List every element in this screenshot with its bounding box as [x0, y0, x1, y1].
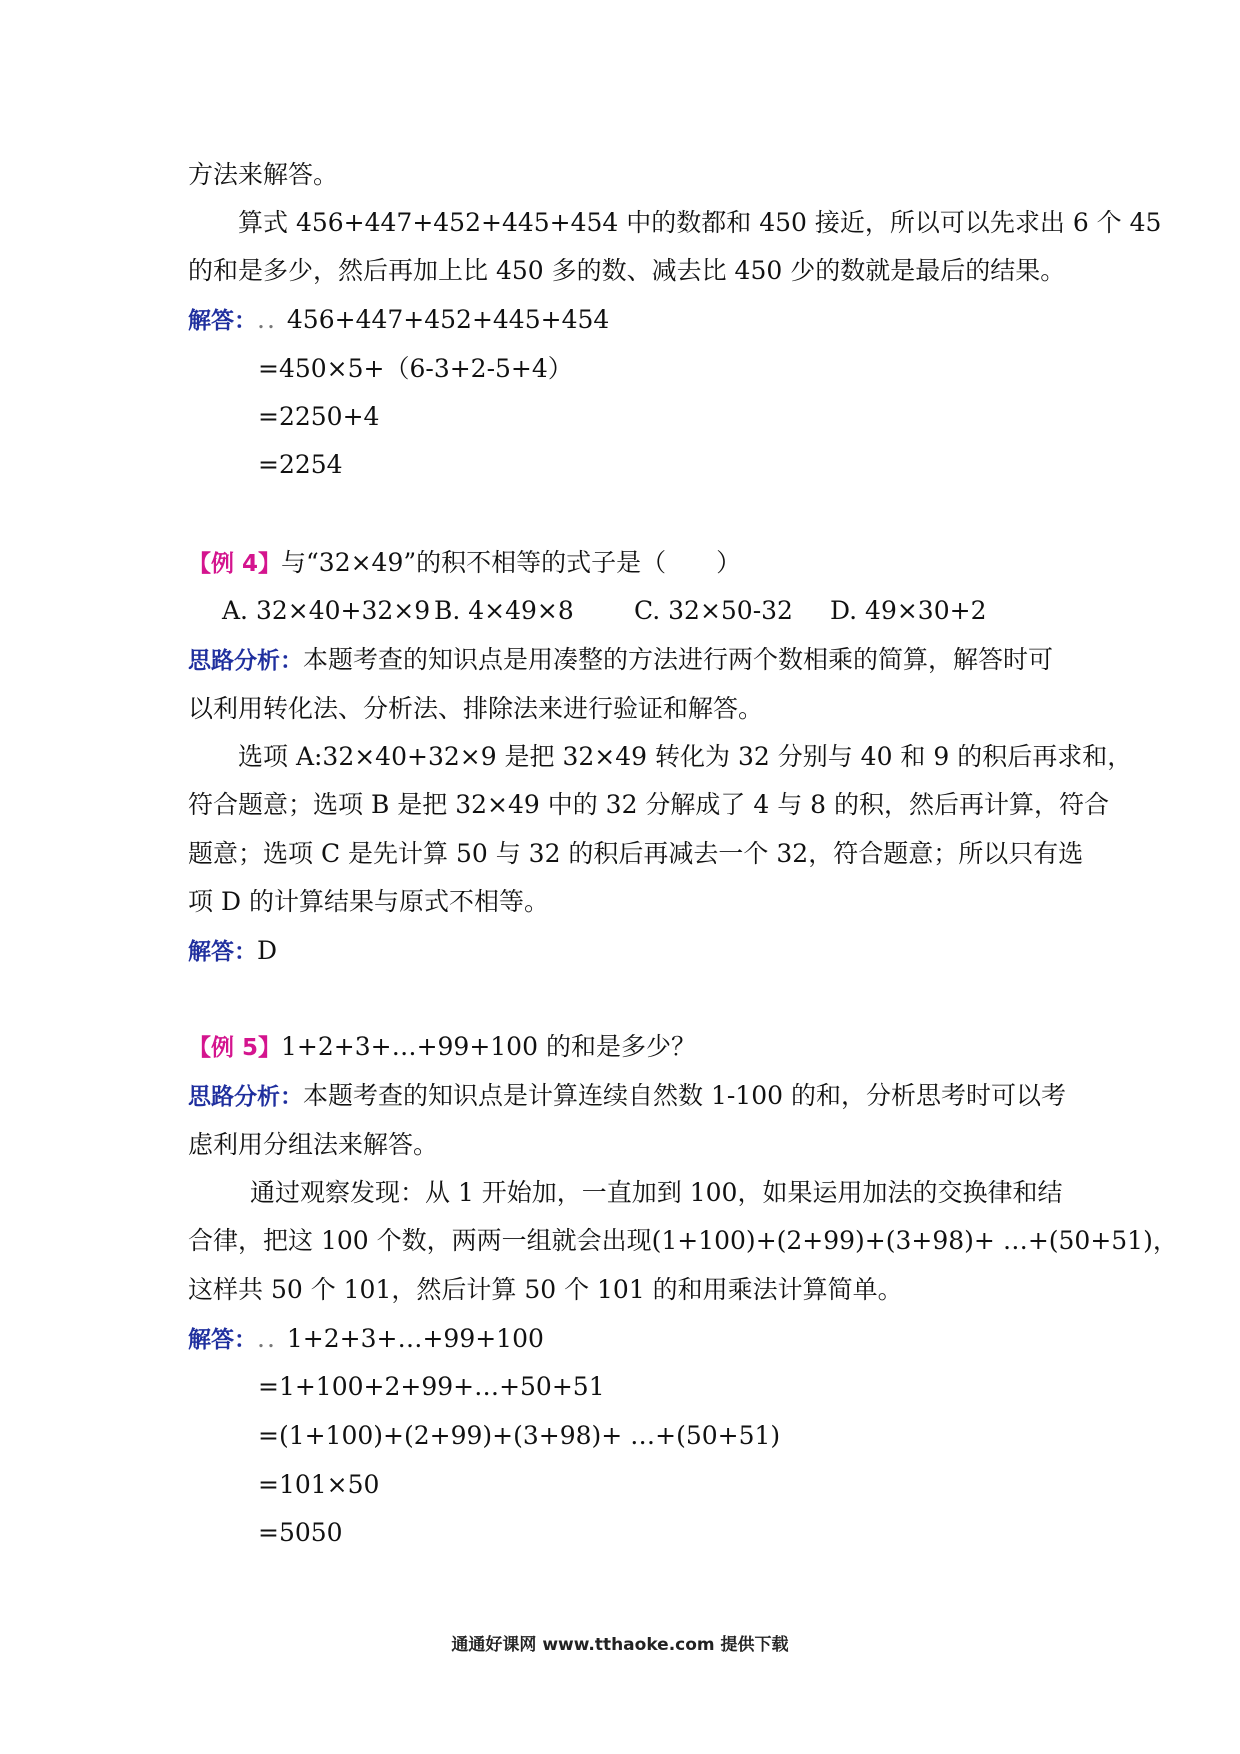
answer-step: =2250+4 — [258, 402, 380, 431]
answer-line — [188, 303, 609, 338]
answer-step: =450×5+（6-3+2-5+4） — [258, 354, 573, 383]
option-c: C. 32×50-32 — [634, 596, 793, 625]
paragraph-line: 以利用转化法、分析法、排除法来进行验证和解答。 — [188, 694, 764, 723]
answer-step: =(1+100)+(2+99)+(3+98)+ …+(50+51) — [258, 1421, 781, 1450]
answer-value: D — [257, 936, 278, 965]
paragraph-line: 算式 456+447+452+445+454 中的数都和 450 接近，所以可以先求出 6 个 45 — [238, 208, 1162, 237]
answer-label: 解答： — [188, 939, 257, 965]
answer-label: 解答： — [188, 1327, 257, 1353]
analysis-label: 思路分析： — [188, 1084, 303, 1110]
question-text: 与“32×49”的积不相等的式子是（ ） — [281, 548, 742, 577]
example-5-question — [188, 1030, 696, 1065]
paragraph-line: 虑利用分组法来解答。 — [188, 1130, 439, 1159]
paragraph-line: 选项 A:32×40+32×9 是把 32×49 转化为 32 分别与 40 和 9 的积后再求和， — [238, 742, 1133, 771]
analysis-label: 思路分析： — [188, 648, 303, 674]
option-b: B. 4×49×8 — [434, 596, 574, 625]
analysis-line — [188, 643, 1053, 678]
page-footer: 通通好课网 www.tthaoke.com 提供下载 — [451, 1635, 789, 1655]
answer-step: =2254 — [258, 450, 343, 479]
answer-step: =1+100+2+99+…+50+51 — [258, 1372, 605, 1401]
answer-line — [188, 934, 277, 969]
answer-step: =5050 — [258, 1518, 343, 1547]
paragraph-line: 题意；选项 C 是先计算 50 与 32 的积后再减去一个 32，符合题意；所以只有选 — [188, 839, 1084, 868]
question-text: 1+2+3+…+99+100 的和是多少？ — [281, 1032, 696, 1061]
paragraph-line: 项 D 的计算结果与原式不相等。 — [188, 887, 549, 916]
analysis-text: 本题考查的知识点是用凑整的方法进行两个数相乘的简算，解答时可 — [303, 645, 1054, 674]
option-a: A. 32×40+32×9 — [222, 596, 431, 625]
paragraph-line: 通过观察发现：从 1 开始加，一直加到 100，如果运用加法的交换律和结 — [250, 1178, 1063, 1207]
option-d: D. 49×30+2 — [830, 596, 987, 625]
options-row — [222, 594, 986, 628]
answer-label: 解答： — [188, 308, 257, 334]
analysis-text: 本题考查的知识点是计算连续自然数 1-100 的和，分析思考时可以考 — [303, 1081, 1066, 1110]
answer-dots: .. — [257, 1324, 277, 1353]
example-4-tag: 【例 4】 — [188, 551, 282, 577]
example-4-question — [188, 546, 741, 581]
answer-step: 1+2+3+…+99+100 — [286, 1324, 544, 1353]
paragraph-line: 这样共 50 个 101，然后计算 50 个 101 的和用乘法计算简单。 — [188, 1275, 903, 1304]
example-5-tag: 【例 5】 — [188, 1035, 282, 1061]
answer-line — [188, 1322, 544, 1357]
answer-step: 456+447+452+445+454 — [286, 305, 610, 334]
answer-dots: .. — [257, 305, 277, 334]
analysis-line — [188, 1079, 1066, 1114]
paragraph-line: 符合题意；选项 B 是把 32×49 中的 32 分解成了 4 与 8 的积，然后再计算，符合 — [188, 790, 1110, 819]
answer-step: =101×50 — [258, 1470, 380, 1499]
paragraph-line: 的和是多少，然后再加上比 450 多的数、减去比 450 少的数就是最后的结果。 — [188, 256, 1066, 285]
paragraph-line: 合律，把这 100 个数，两两一组就会出现(1+100)+(2+99)+(3+98)+ …+(50+51)， — [188, 1226, 1178, 1255]
paragraph-line: 方法来解答。 — [188, 160, 339, 189]
